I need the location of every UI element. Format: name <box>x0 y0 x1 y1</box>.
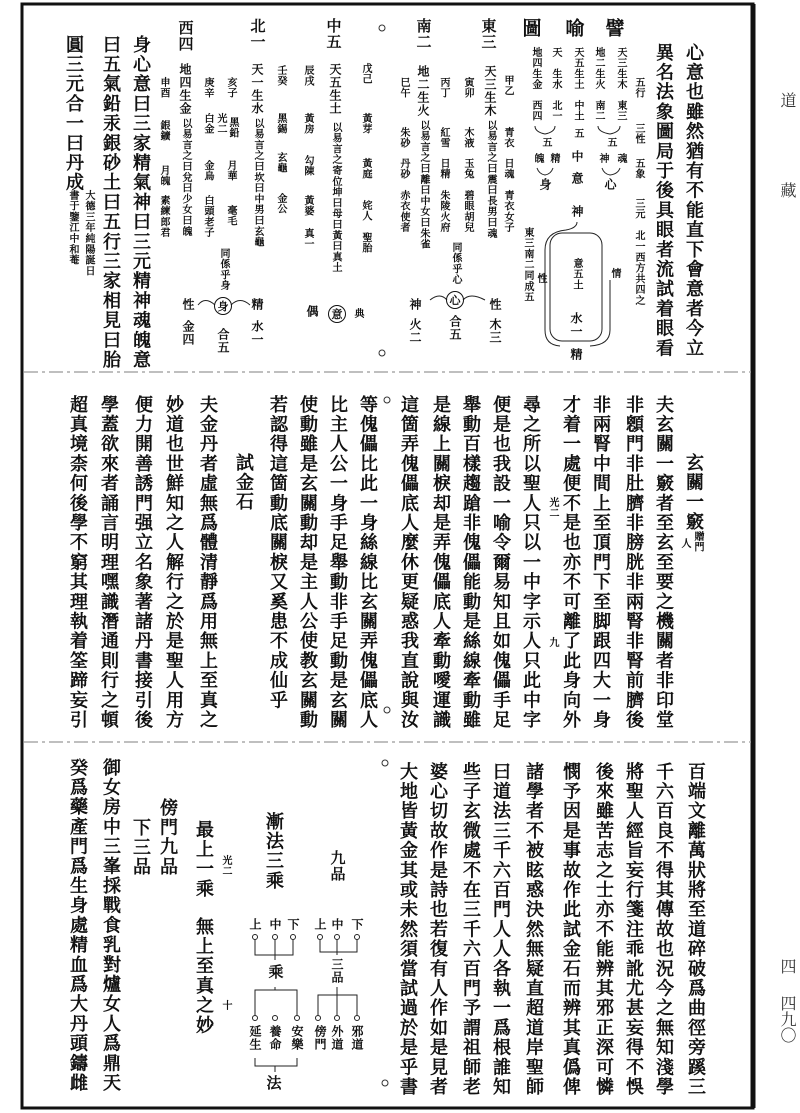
diagram-label: 地二生火 <box>593 47 604 91</box>
diagram-label: 銀鑛 <box>158 120 169 142</box>
diagram-title: 九品 <box>328 850 347 882</box>
diagram-label: 典 <box>352 308 363 319</box>
diagram-label: 精 <box>569 348 583 361</box>
diagram-label: 北一 <box>550 100 561 122</box>
text-column: 異名法象圖局于後具眼者流試着眼看 <box>653 43 674 359</box>
diagram-label: 青衣 <box>502 127 513 149</box>
diagram-label: 性 <box>488 298 502 311</box>
diagram-label: 中 <box>570 150 584 163</box>
text-column: 身心意曰三家精氣神曰三元精神魂魄意 <box>130 35 151 370</box>
text-column: 大地皆黃金其或未然須當試過於是乎書 <box>397 762 418 1097</box>
diagram-label: 情 <box>609 268 620 279</box>
text-column: 尋之所以聖人只以一中字示人只此中字 <box>520 395 541 730</box>
diagram-label: 黃房 <box>302 113 313 135</box>
diagram-label: 以易言之曰坎曰中男曰玄龜 <box>252 118 263 248</box>
diagram-label: 月魄 <box>158 165 169 187</box>
text-column: 學蓋欲來者誦言明理嘿識潛通則行之頓 <box>98 395 119 730</box>
tree-leaf: 外道 <box>330 1025 344 1051</box>
title-note: 贈門 <box>692 531 703 553</box>
diagram-label: 魄 <box>532 153 543 164</box>
diagram-label: 心 <box>603 178 617 191</box>
diagram-label: 以易言之曰離曰中女曰朱雀 <box>418 120 429 250</box>
text-column: 舉動百樣趨蹌非傀儡能動是絲線牽動雖 <box>460 395 481 730</box>
diagram-label: 西四 <box>176 20 195 52</box>
diagram-label: 壬癸 <box>275 65 286 87</box>
diagram-label: 五 <box>605 137 616 148</box>
text-column: 便力開善誘門强立名象著諸丹書接引後 <box>132 395 153 730</box>
diagram-label: 真一 <box>302 228 313 250</box>
annotation-mark: 九 <box>547 637 558 648</box>
section-heading: 下三品 <box>130 818 151 878</box>
diagram-label: 黑鉛 <box>227 117 238 139</box>
tree-label: 中 <box>330 918 344 931</box>
diagram-label: 辰戌 <box>302 65 313 87</box>
diagram-label: 黃芽 <box>360 113 371 135</box>
text-column: 超真境柰何後學不窮其理執着筌蹄妄引 <box>67 395 88 730</box>
diagram-label: 精 <box>548 153 559 164</box>
diagram-label: 西四 <box>530 100 541 122</box>
diagram-label: 光二 <box>215 113 226 135</box>
section-heading: 傍門九品 <box>157 798 178 877</box>
text-column: 憫予因是事故作此試金石而辨其真僞俾 <box>560 762 581 1097</box>
diagram-label: 紅雪 <box>438 127 449 149</box>
text-column: 夫玄關一竅者至玄至要之機關者非印堂 <box>653 395 674 730</box>
diagram-label: 丹砂 <box>398 158 409 180</box>
tree-label: 中 <box>268 918 282 931</box>
diagram-label: 天一生水 <box>250 63 264 115</box>
diagram-label: 魂 <box>615 153 626 164</box>
diagram-label: 神 <box>408 298 422 311</box>
diagram-label: 月華 <box>225 160 236 182</box>
text-column: 些子玄微處不在三千六百門予謂祖師老 <box>460 762 481 1097</box>
text-column: 千六百良不得其傳故也況今之無知淺學 <box>653 762 674 1097</box>
diagram-label: 毫毛 <box>225 205 236 227</box>
diagram-label: 申酉 <box>158 77 169 99</box>
diagram-label: 以易言之曰兌曰少女曰魄 <box>180 118 191 237</box>
diagram-label: 地四生金 <box>178 63 192 115</box>
diagram-label: 中五 <box>324 18 343 50</box>
diagram-label: 東三 <box>615 100 626 122</box>
diagram-label: 以易言之寄位坤曰母曰黃曰真土 <box>330 122 341 274</box>
page-volume: 四 <box>778 958 797 974</box>
text-column: 婆心切故作是詩也若復有人作如是見者 <box>427 762 448 1097</box>
text-column: 諸學者不被眩惑決然無疑直超道岸聖師 <box>523 762 544 1097</box>
diagram-label: 以易言之曰震曰長男曰魂 <box>485 120 496 239</box>
text-column: 比主人公一身手足舉動非手足動是玄關 <box>327 395 348 730</box>
tree-leaf: 傍門 <box>313 1025 327 1051</box>
diagram-label: 亥子 <box>225 77 236 99</box>
diagram-label: 合五 <box>216 328 230 354</box>
diagram-label: 性 <box>181 298 195 311</box>
diagram-label: 書于鑒江中和菴 <box>67 190 78 266</box>
diagram-label: 聖胎 <box>360 232 371 254</box>
diagram-label: 性 <box>535 273 546 284</box>
text-column: 將聖人經旨妄行箋注乖訛尤甚妄得不悞 <box>623 762 644 1097</box>
text-column: 心意也雖然猶有不能直下會意者今立 <box>683 43 704 359</box>
text-column: 等傀儡比此一身絲線比玄關弄傀儡底人 <box>357 395 378 730</box>
annotation-mark: 光二 <box>220 855 231 877</box>
section-heading: 最上一乘 <box>193 820 214 899</box>
diagram-label: 五 <box>572 128 583 139</box>
diagram-label: 木三 <box>488 318 502 344</box>
diagram-label: 東三南二同成五 <box>522 227 533 303</box>
diagram-label: 朱砂 <box>398 127 409 149</box>
section-title: 玄關一竅 <box>683 453 704 532</box>
book-title: 藏 <box>778 182 797 198</box>
text-column: 圓三元合一曰丹成 <box>63 35 84 193</box>
diagram-label: 五象 <box>633 158 644 180</box>
diagram-label: 天三生木 <box>483 65 497 117</box>
diagram-label: 白頭老子 <box>202 195 213 239</box>
diagram-label: 甲乙 <box>502 75 513 97</box>
diagram-title: 漸法三乘 <box>263 812 284 891</box>
text-column: 非顖門非肚臍非膀胱非兩腎非腎前臍後 <box>623 395 644 730</box>
diagram-label: 南二 <box>414 18 433 50</box>
diagram-label: 素練郎君 <box>158 195 169 239</box>
text-column: 便是也我設一喻令爾易知且如傀儡手足 <box>490 395 511 730</box>
tree-label: 上 <box>313 918 327 931</box>
tree-label: 上 <box>248 918 262 931</box>
book-title: 道 <box>778 92 797 108</box>
section-heading: 無上至真之妙 <box>193 917 214 1036</box>
tree-label: 下 <box>286 918 300 931</box>
text-column: 癸爲藥產門爲生身處精血爲大丹頭鑄雌 <box>67 758 88 1093</box>
tree-node: 乘 <box>266 964 285 980</box>
diagram-label: 玉兔 <box>462 158 473 180</box>
circled-character: 意 <box>328 305 346 323</box>
annotation-mark: 十 <box>220 1000 231 1011</box>
page-number: 四九〇 <box>778 995 797 1043</box>
diagram-label: 寅卯 <box>462 77 473 99</box>
diagram-label: 白金 <box>202 113 213 135</box>
diagram-label: 南二 <box>593 100 604 122</box>
tree-node: 三品 <box>330 958 344 984</box>
diagram-label: 木液 <box>462 127 473 149</box>
diagram-label: 日精 <box>438 158 449 180</box>
diagram-label: 朱陵火府 <box>438 190 449 234</box>
diagram-label: 五 <box>540 137 551 148</box>
text-column: 百端文離萬狀將至道碎破爲曲徑旁蹊三 <box>685 762 706 1097</box>
text-column: 曰道法三千六百門人人各執一爲根誰知 <box>490 762 511 1097</box>
bottom-tree-diagrams <box>253 935 360 1073</box>
diagram-label: 黑錫 <box>275 113 286 135</box>
diagram-label: 神 <box>597 153 608 164</box>
diagram-label: 火二 <box>408 318 422 344</box>
diagram-label: 戊己 <box>360 63 371 85</box>
diagram-label: 天三生木 <box>615 47 626 91</box>
diagram-label: 玄龜 <box>275 152 286 174</box>
circled-character: 心 <box>446 291 464 309</box>
diagram-label: 精 <box>250 298 264 311</box>
diagram-label: 大德三年純陽誕日 <box>83 190 94 277</box>
annotation-mark: 光二 <box>547 497 558 519</box>
diagram-label: 五行 <box>633 77 644 99</box>
text-column: 夫金丹者虛無爲體清靜爲用無上至真之 <box>197 395 218 730</box>
diagram-label: 姹人 <box>360 200 371 222</box>
diagram-label: 巳午 <box>398 77 409 99</box>
diagram-label: 天 生水 <box>550 47 561 91</box>
diagram-label: 偶 <box>305 305 319 318</box>
diagram-label: 北一 <box>248 18 267 50</box>
diagram-label: 水一 <box>250 320 264 346</box>
tree-leaf: 邪道 <box>350 1025 364 1051</box>
circled-character: 身 <box>214 297 232 315</box>
tree-leaf: 延生 <box>248 1025 262 1051</box>
text-column: 御女房中三峯採戰食乳對爐女人爲鼎天 <box>100 758 121 1093</box>
diagram-label: 三性 <box>633 123 644 145</box>
diagram-label: 水一 <box>569 312 583 338</box>
diagram-label: 金烏 <box>202 160 213 182</box>
diagram-label: 譬 <box>602 18 625 37</box>
diagram-label: 赤衣使者 <box>398 190 409 234</box>
diagram-label: 勾陳 <box>302 155 313 177</box>
text-column: 非兩腎中間上至頂門下至脚跟四大一身 <box>590 395 611 730</box>
text-column: 後來雖苦志之士亦不能辨其邪正深可憐 <box>593 762 614 1097</box>
diagram-label: 金四 <box>181 320 195 346</box>
diagram-label: 地四生金 <box>530 47 541 91</box>
tree-label: 下 <box>350 918 364 931</box>
tree-root: 法 <box>264 1075 283 1091</box>
text-column: 曰五氣鉛汞銀砂土曰五行三家相見曰胎 <box>100 35 121 370</box>
text-column: 使動雖是玄關動却是主人公使教玄關動 <box>297 395 318 730</box>
diagram-label: 身 <box>538 178 552 191</box>
diagram-label: 青衣女子 <box>502 190 513 234</box>
text-column: 是線上關棙却是弄傀儡底人牽動噯運識 <box>430 395 451 730</box>
diagram-label: 地二生火 <box>416 65 430 117</box>
diagram-label: 同係乎心 <box>450 242 461 286</box>
text-column: 妙道也世鮮知之人解行之於是聖人用方 <box>163 395 184 730</box>
text-column: 這箇弄傀儡底人麼休更疑惑我直說與汝 <box>398 395 419 730</box>
text-column: 才着一處便不是也亦不可離了此身向外 <box>560 395 581 730</box>
diagram-label: 天五生土 <box>572 47 583 91</box>
diagram-label: 喻 <box>562 18 585 37</box>
diagram-label: 同係乎身 <box>218 248 229 292</box>
tree-leaf: 安樂 <box>290 1025 304 1051</box>
tree-leaf: 養命 <box>268 1025 282 1051</box>
diagram-label: 碧眼胡兒 <box>462 190 473 234</box>
section-title: 試金石 <box>233 453 254 513</box>
text-column: 若認得這箇動底關棙又奚患不成仙乎 <box>267 395 288 711</box>
diagram-label: 意五土 <box>571 258 582 291</box>
diagram-label: 金公 <box>275 193 286 215</box>
title-note: 人 <box>679 538 690 549</box>
diagram-label: 天五生土 <box>328 63 342 115</box>
diagram-label: 黃庭 <box>360 158 371 180</box>
diagram-label: 庚辛 <box>202 77 213 99</box>
diagram-label: 黃婆 <box>302 195 313 217</box>
diagram-label: 日魂 <box>502 158 513 180</box>
diagram-label: 中土 <box>572 100 583 122</box>
diagram-label: 丙丁 <box>438 77 449 99</box>
diagram-label: 三元 北一西方共四之 <box>633 198 644 306</box>
diagram-label: 神 <box>570 205 584 218</box>
diagram-label: 圖 <box>519 18 542 37</box>
diagram-label: 東三 <box>479 18 498 50</box>
diagram-label: 合五 <box>448 315 462 341</box>
decorative-circles <box>379 25 390 1086</box>
diagram-label: 意 <box>570 172 584 185</box>
